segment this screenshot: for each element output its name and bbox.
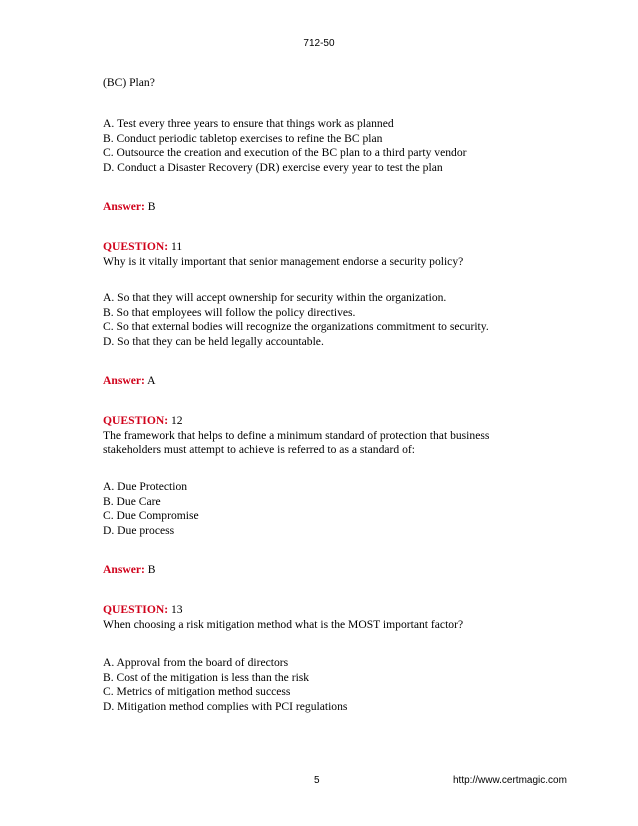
question-text: When choosing a risk mitigation method what is the MOST important factor? [103,617,464,631]
page-number: 5 [314,775,320,786]
option-d: D. Mitigation method complies with PCI regulations [103,699,348,713]
question-number: 13 [170,603,183,616]
question-heading [103,603,183,618]
option-a: A. Approval from the board of directors [103,656,289,669]
option-a: A. So that they will accept ownership for security within the organization. [103,291,447,304]
question-number: 11 [170,240,183,253]
answer-line [103,200,156,215]
question-heading [103,414,183,429]
option-b: B. So that employees will follow the policy directives. [103,305,356,319]
option-a: A. Due Protection [103,480,188,493]
option-b: B. Due Care [103,494,161,508]
answer-label: Answer: [103,374,145,387]
answer-label: Answer: [103,563,145,576]
answer-value: B [147,563,156,576]
option-c: C. So that external bodies will recognize the organizations commitment to security. [103,320,489,333]
question-continuation: (BC) Plan? [103,76,155,89]
option-a: A. Test every three years to ensure that things work as planned [103,117,394,130]
question-label: QUESTION: [103,240,169,253]
option-d: D. Due process [103,523,175,537]
option-c: C. Metrics of mitigation method success [103,685,291,698]
answer-line [103,374,156,389]
answer-value: B [147,200,156,213]
answer-value: A [147,374,156,387]
option-b: B. Cost of the mitigation is less than the risk [103,670,310,684]
question-label: QUESTION: [103,414,169,427]
page-header-code: 712-50 [303,38,335,49]
question-text-line-1: The framework that helps to define a minimum standard of protection that business [103,428,490,442]
answer-line [103,563,156,578]
question-text: Why is it vitally important that senior management endorse a security policy? [103,254,464,268]
question-heading [103,240,182,255]
question-text-line-2: stakeholders must attempt to achieve is referred to as a standard of: [103,443,415,456]
question-label: QUESTION: [103,603,169,616]
option-c: C. Due Compromise [103,509,199,522]
option-d: D. Conduct a Disaster Recovery (DR) exercise every year to test the plan [103,160,443,174]
footer-url-link[interactable]: http://www.certmagic.com [453,775,567,786]
option-c: C. Outsource the creation and execution of the BC plan to a third party vendor [103,146,467,159]
answer-label: Answer: [103,200,145,213]
question-number: 12 [170,414,183,427]
option-d: D. So that they can be held legally accountable. [103,334,324,348]
option-b: B. Conduct periodic tabletop exercises to refine the BC plan [103,131,383,145]
